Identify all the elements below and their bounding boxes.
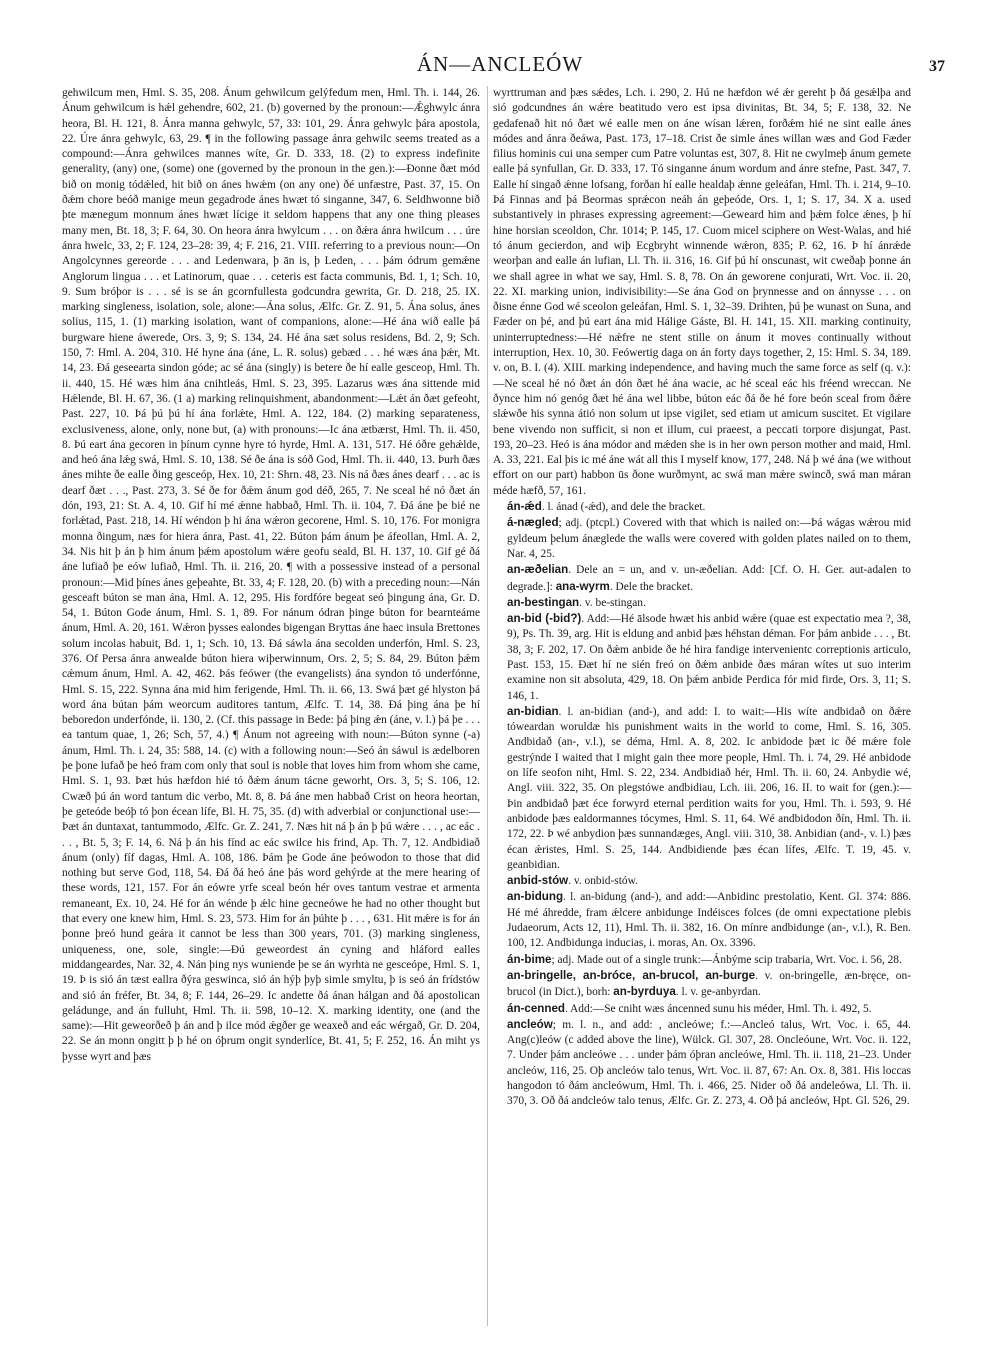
entry-text: gehwilcum men, Hml. S. 35, 208. Ánum gehwilcum gelýfedum men, Hml. Th. i. 144, 26. Ánum gehwilcum is hǽl gehendre, 602, 21. (b) governed by the pronoun:—Ǽghwylc ánra heora, Bl. H. 121, 8. Ánra manna gehwylc, 57, 33: 101, 29. Ánra gehwylc þára apostola, 22. Úre ánra gehwylc, 63, 29. ¶ in the following passage ánra gehwilc seems treated as a compound:—Ánra gehwilces mannes wíte, Gr. D. 333, 18. (2) to express indefinite generality, (any) one, (some) one (governed by the pronoun in the gen.):—Ðonne ðæt mód bið on monig tódǽled, hit bið on ánes hwǽm (on any one) ðé unfæstre, Past. 37, 15. On ðǽm chore beóð manige meun gegadrode ánes hwæt tó singanne, 347, 6. Seldhwonne bið þte mænegum monnum ánes hwæt lícige it seldom happens that any one thing pleases many men, Bt. 18, 3; F. 64, 30. On heora ánra hwylcum . . . on ðǽra ánra hwilcum . . . úre ánra hwelc, 33, 2; F. 124, 23–28: 39, 4; F. 216, 21. VIII. referring to a previous noun:—On Angolcynnes gereorde . . . and Ledenwara, þ ān is, þ Leden, . . . þám ódrum gemǽne Anglorum lingua . . . et Latinorum, quae . . . ceteris est facta communis, Bd. 1, 1; Sch. 10, 9. Sum bróþor is . . . sé is se án gcornfullesta godcundra gewrita, Gr. D. 218, 25. IX. marking singleness, isolation, sole, alone:—Ána solus, Ælfc. Gr. Z. 91, 5. Ána solus, ánes solius, 115, 1. (1) marking isolation, want of companions, alone:—Hé ána wið ealle þá burgware hiene áwerede, Ors. 3, 9; S. 134, 24. Hé ána sæt solus residens, Bd. 2, 9; Sch. 150, 7: Hml. A. 204, 310. Hé hyne ána (áne, L. R. solus) gebæd . . . hé wæs ána þǽr, Mt. 14, 23. Ðá geseearta sindon góde; ac sé ána (singly) is betere ðe hí ealle gesceop, Hml. Th. ii. 440, 15. Hé wæs him ána cnihtleás, Hml. S. 23, 395. Lazarus wæs ána sittende mid Hǽlende, Bl. H. 67, 36. (1 a) marking relinquishment, abandonment:—Lǽt án ðæt gefeoht, Past. 227, 10. Þá þú þú hí ána forlǽte, Hml. A. 122, 184. (2) marking separateness, exclusiveness, alone, only, none but, (a) with pronouns:—Ic ána ætbærst, Hml. Th. ii. 450, 8. Þú eart ána gecoren in þínum cynne hyre tó hyrde, Hml. A. 131, 517. Hé óðre gehǽlde, and heó ána lǽg swá, Hml. S. 10, 138. Sé ðe ána is sóð God, Hml. Th. ii. 440, 13. Þurh ðæs ánes mihte ðe ealle ðing gesceóp, Hex. 10, 21: Shrn. 48, 23. Nis ná ðæs ánes dearf . . . ac is dearf ðæt . . ., Past. 273, 3. Sé ðe for ðǽm ánum god déð, 265, 7. Ne sceal hé nó ðæt án dón, 193, 21: St. A. 4, 10. Gif hí mé ǽnne habbað, Hml. Th. ii. 104, 7. Ðá áne þe bié ne forlǽtad, Past. 218, 14. Hí wéndon þ hi ána wǽron gecorene, Hml. S. 10, 176. For monigra monna ðingum, næs for hiera ánra, Past. 41, 22. Búton þám ánum þe áfeollan, Hml. A. 2, 34. Nis hit þ án þ him ánum þǽm apostolum wǽre geofu seald, Bl. H. 137, 10. Gif gé ðá áne lufiað þe eów lufiað, Hml. Th. ii. 216, 20. ¶ with a possessive instead of a personal pronoun:—Mid þínes ánes geþeahte, Bt. 33, 4; F. 128, 20. (b) with a preceding noun:—Nán gesceaft búton se man ána, Hml. A. 12, 295. His fordfóre begeat seó þingung ána, Gr. D. 54, 1. Búton Gode ánum, Hml. S. 1, 89. For nánum ódran þinge búton for bearnteáme ánum, Hml. A. 20, 161. Wǽron þysses ealondes bigengan Bryttas áne haec insula Brettones solum incolas habuit, Bd. 1, 1; Sch. 10, 13. Ðá sáwla ána secolden underfón, Hml. S. 23, 376. Of Persa ánra anwealde búton hiera wiþerwinnum, Ors. 2, 5; S. 84, 29. Búton þǽm cǽmum ánum, Hml. A. 42, 462. Þás feówer (the evangelists) ána syndon tó underfónne, Hml. S. 15, 222. Synna ána mid him ferigende, Hml. Th. ii. 66, 13. Swá þæt gé hlyston þá word ána bútan þám weorcum auditores tantum, Ælfc. T. 14, 38. Ðá þing ána þe hí beboredon underfónde, ii. 130, 2. (Cf. this passage in Bede: þá þing ǽn (áne, v. l.) þá þe . . . ea tantum quae, 1, 26; Sch, 57, 4.) ¶ Ánum not agreeing with noun:—Búton synne (-a) ánum, Hml. Th. i. 24, 35: 588, 14. (c) with a following noun:—Seó án sáwul is ædelboren þe þone lufað þe heó fram com only that soul is noble that loves him from whom she came, Hml. S. 1, 93. Þæt hús hæfdon hié tó ðǽm ánum tácne geworht, Ors. 3, 5; S. 106, 12. Cwæð þú án word tantum dic verbo, Mt. 8, 8. Þá áne men habbað Crist on heora heortan, þe geteóde beóþ tó þon écean lífe, Bl. H. 75, 35. (d) with adverbial or conjunctional use:—Þæt án duntaxat, tantummodo, Ælfc. Gr. Z. 241, 7. Næs hit ná þ án þ þú wǽre . . . , ac eác . . . , Bt. 5, 3; F. 14, 6. Ná þ án his fínd ac eác swilce his frind, Ap. Th. 7, 12. Andbidiað ánum (only) fíf dagas, Hml. A. 108, 186. Þám þe Gode áne þeówodon to those that did nothing but serve God, 118, 54. Ðá ðá heó áne þás word gehýrde at the mere hearing of these words, 121, 157. For án eówre yrfe sceal beón hér oves tantum vestrae et armenta remaneant, Ex. 10, 24. Hé for án wénde þ ǽlc hine gecneówe he had no other thought but that every one knew him, Hml. S. 23, 573. Him for án þúhte þ . . . , 631. Hit mǽre is for án þonne þreó hund geára it cannot be less than 300 years, 701. (3) marking singleness, uniqueness, one, sole, single:—Ðú geweordest án cyning and hláford ealles middangeardes, Nar. 32, 4. Nán þing nys wuniende þe se án wyrhta ne gesceópe, Hml. S. 1, 19. Þ is sió án tæst eallra ðýra geswinca, sió án hýþ þyþ simle smyltu, þ is seó án frídstów and sió án fréfer, Bt. 34, 8; F. 144, 26–29. Ic andette ðá ánan hálgan and ðá apostolican geládunge, and án fulluht, Hml. Th. ii. 598, 10–12. X. marking identity, one (and the same):—Hit geweorðeð þ án and þ ilce mód ǽgðer ge weaxeð and eác wérgað, Gr. D. 204, 22. Se án monn ongitt þ þ hé on óþrum ongit synderlíce, Bt. 41, 5; F. 252, 16. Án miht ys þysse wyrt and þæs [62, 87, 480, 1063]
dictionary-entry: anbid-stów. v. onbid-stów. [507, 874, 638, 888]
headword: an-æðelian [507, 563, 569, 577]
column-divider [487, 86, 488, 1326]
headword: án-bime [507, 952, 552, 966]
headword: ana-wyrm [555, 579, 610, 593]
headword: án-ǽd [507, 500, 542, 514]
dictionary-entry: an-bestingan. v. be-stingan. [507, 595, 646, 609]
dictionary-entry: an-æðelian. Dele an = un, and v. un-æðelian. Add: [Cf. O. H. Ger. aut-adalen to degrade.]: ana-wyrm. Dele the bracket. [507, 563, 911, 593]
dictionary-entry: ancleów; m. l. n., and add: , ancleówe; f.:—Ancleó talus, Wrt. Voc. i. 65, 44. Ang(c)leów (c added above the line), Wülck. Gl. 307, 28. Oncleóune, Wrt. Voc. ii. 122, 7. Under þám ancleówe . . . under þám óþran ancleówe, Hml. Th. ii. 118, 21–23. Under ancleów, 116, 25. Oþ ancleów talo tenus, Wrt. Voc. ii. 87, 67: An. Ox. 8, 381. His loccas hangodon tó ðám ancleówum, Hml. Th. i. 466, 25. Nider oð ðá andeleówa, Ll. Th. ii. 370, 3. Oð ðá andcleów talo tenus, Ælfc. Gr. Z. 273, 4. Oð þá ancleów, Hpt. Gl. 526, 29. [507, 1017, 911, 1108]
page-number: 37 [929, 58, 945, 75]
headword: an-bestingan [507, 595, 580, 609]
running-head: ÁN—ANCLEÓW [416, 52, 584, 76]
left-column [62, 86, 480, 1326]
headword: an-byrduya [613, 985, 676, 999]
headword: á-nægled [507, 516, 559, 530]
headword: an-bidung [507, 890, 564, 904]
dictionary-entry: án-ǽd. l. ánad (-ǽd), and dele the bracket. [507, 500, 706, 514]
dictionary-entry: án-cenned. Add:—Se cniht wæs áncenned sunu his méder, Hml. Th. i. 492, 5. [507, 1001, 872, 1015]
headword: an-bidian [507, 704, 559, 718]
entry-text: wyrttruman and þæs sǽdes, Lch. i. 290, 2. Hú ne hæfdon wé ǽr gereht þ ðá gesǽlþa and sió godcundnes án wǽre beatitudo vero est ipsa divinitas, Bt. 34, 5; F. 138, 32. Ne gedafenað hit nó ðæt wé ealle men on áne wísan lǽren, forðǽm hié ne sint ealle ánes módes and ánra ðeáwa, Past. 173, 17–18. Crist ðe simle ánes willan wæs and God Fæder filius hominis cui una semper cum Patre voluntas est, 307, 8. Hit ne cwylmeþ ánum gemete ealle þá synfullan, Gr. D. 333, 17. Tó singanne ánum wordum and ánre stefne, Past. 347, 7. Ealle hí singað ǽnne lofsang, forðan hí ealle healdaþ ǽnne geleáfan, Hml. Th. i. 214, 9–10. Þá Finnas and þá Beormas sprǽcon neáh án geþeóde, Ors. 1, 1; S. 17, 34. X a. used substantively in phrases expressing agreement:—Geweard him and þǽm folce ǽnes, þ hí hine horsian sceoldon, Chr. 1014; P. 145, 17. Cuom micel sciphere on West-Walas, and hié tó ánum gecierdon, and wiþ Ecgbryht winnende wǽron, 835; P. 62, 16. Þ hí ánrǽde weorþan and ealle án lufian, Ll. Th. ii. 316, 16. Gif þú hí onscunast, wit cweðaþ þonne án we shall agree in what we say, Hml. S. 8, 78. On án geworene conjurati, Wrt. Voc. ii. 20, 22. XI. marking union, indivisibility:—Se ána God on þrynnesse and on ánnysse . . . on ðisne énne God wé sceolon geleáfan, Hml. S. 1, 32–39. Drihten, þú þe wunast on Suna, and Fæder on þé, and þú eart ána mid Hálige Gáste, Bl. H. 141, 15. XII. marking continuity, uninterruptedness:—Hé nǽfre ne stent stille on ánum it moves continually without interruption, Hex. 10, 30. Feówertig daga on án forty days together, 2, 15: Hml. S. 34, 189. v. on, B. I. (4). XIII. marking independence, and having much the same force as self (q. v.):—Ne sceal hé nó ðæt án dón ðæt hé ána wacie, ac hé sceal eác his fréend wreccan. Ne ðynce him nó genóg ðæt hé ána wel libbe, búton eác ðá ðe hé fore beón sceal from ðǽre slǽwðe his synna átió non solum ut ipse vigilet, sed etiam ut amicum suscitet. Et vigilare bene vivendo non sufficit, si non et illum, cui praeest, a peccati torpore disjungat, Past. 193, 20–23. Heó is ána módor and mǽden she is in her own person mother and maid, Hml. A. 33, 221. Eal þis ic mé áne wát all this I myself know, 177, 248. Ná þ wé ána (we without effort on our part) habbon ūs ðone wurðmynt, ac swá man mǽre swincð, swá man máran méde hæfð, 57, 161. [493, 87, 911, 497]
right-column [493, 86, 911, 1326]
dictionary-entry: an-bid (-bid?). Add:—Hé ālsode hwæt his anbid wǽre (quae est expectatio mea ?, 38, 9), Ps. Th. 39, arg. Hit is eldung and anbid þæs héhstan déman. For þám anbide . . . , Bt. 38, 3; F. 202, 17. On ðǽm anbide ðe hé hira fandige intervenientc correptionis articulo, Past. 153, 15. Ðæt hí ne sién freó on ðǽm anbide ðæs máran wítes ut suo interim examine non sit absoluta, 429, 18. On þǽm anbide Perdica fór mid firde, Ors. 3, 11; S. 146, 1. [507, 612, 911, 702]
headword: an-bringelle, an-bróce, an-brucol, an-burge [507, 968, 756, 982]
headword: án-cenned [507, 1001, 565, 1015]
dictionary-entry: an-bidian. l. an-bidian (and-), and add: I. to wait:—His wíte andbidað on ðǽre tóweardan woruldæ his punishment waits in the world to come, Hml. S. 16, 305. Andbidað (an-, v.l.), se déma, Hml. A. 8, 202. Ic anbidode þæt ic ðé mǽre fole gestrýnde I waited that I might gain thee more people, Hml. Th. i. 74, 29. Hé anbidode on lífe seofon niht, Hml. S. 22, 234. Andbidiað hér, Hml. Th. ii. 60, 24. Anbydie wé, Angl. viii. 322, 35. On plegstówe andbidiau, Lch. iii. 206, 16. II. to wait for (gen.):—Þin andbidað þæt éce forwyrd eternal perdition waits for you, Hml. Th. i. 593, 9. Hé anbidode þæs ealdormannes tócymes, Hml. S. 11, 64. Wé andbidodon ðín, Hml. Th. ii. 172, 22. Þ wé anbydion þæs sunnandæges, Angl. viii. 310, 38. Anbidian (and-, v. l.) þæs écan ǽristes, Hml. S. 25, 144. Andbidiende þæs écan lífes, Ælfc. T. 19, 45. v. geanbidian. [507, 704, 911, 871]
dictionary-entry: á-nægled; adj. (ptcpl.) Covered with that which is nailed on:—Þá wágas wǽrou mid gyldeum þelum ánæglede the walls were covered with golden plates nailed on to them, Nar. 4, 25. [507, 516, 911, 560]
headword: ancleów [507, 1017, 553, 1031]
dictionary-entry: an-bringelle, an-bróce, an-brucol, an-burge. v. on-bringelle, æn-bręce, on-brucol (in Dict.), borh: an-byrduya. l. v. ge-anbyrdan. [507, 968, 911, 999]
headword: anbid-stów [507, 874, 569, 888]
dictionary-entry: án-bime; adj. Made out of a single trunk:—Ánbýme scip trabaria, Wrt. Voc. i. 56, 28. [507, 952, 902, 966]
headword: an-bid (-bid?) [507, 612, 582, 626]
dictionary-entry: an-bidung. l. an-bidung (and-), and add:—Anbidinc prestolatio, Kent. Gl. 374: 886. Hé mé áhredde, fram ǽlcere anbidunge Indéisces folces (de omni expectatione plebis Judaeorum, Acts 12, 11), Hml. Th. ii. 382, 16. On mínre andbidunge (an-, v.l.), R. Ben. 100, 12. Andbidunga inducias, i. moras, An. Ox. 3396. [507, 890, 911, 950]
